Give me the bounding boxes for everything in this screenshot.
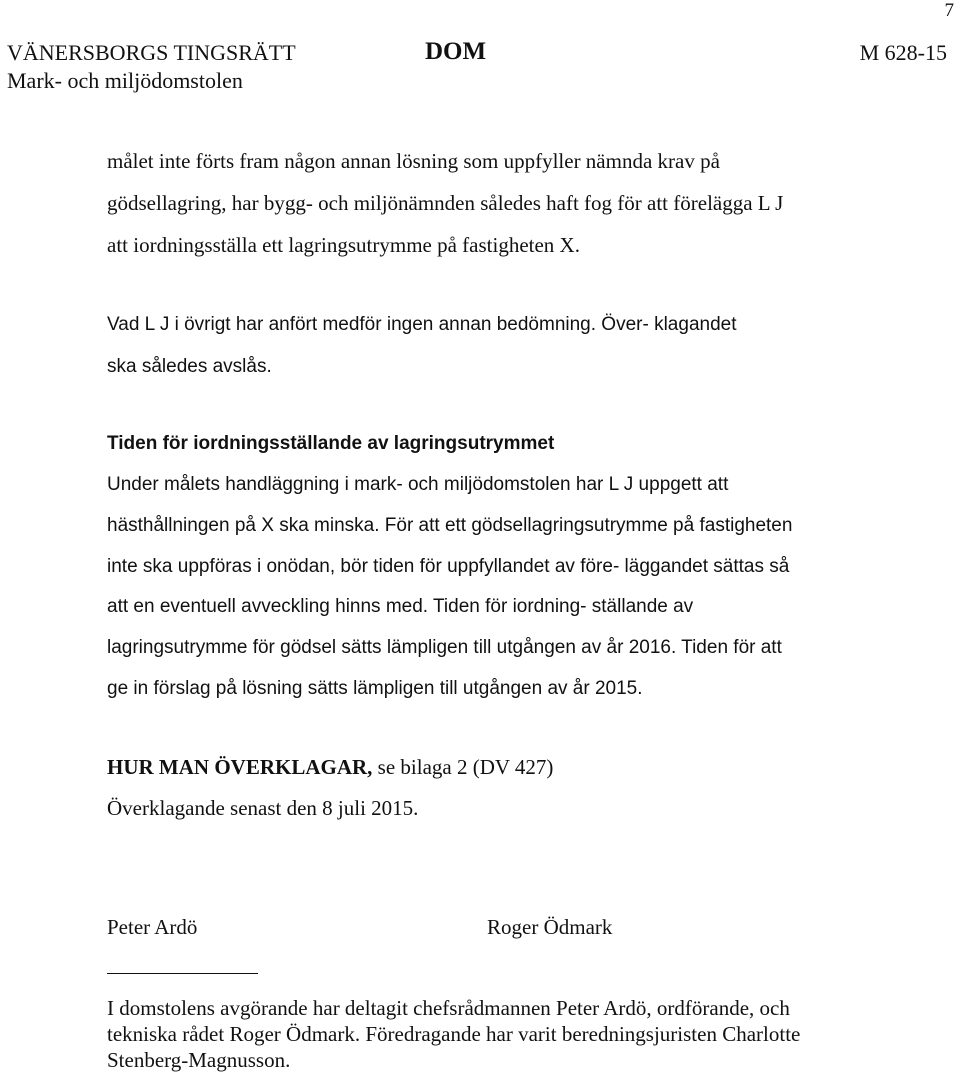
paragraph-3-line: inte ska uppföras i onödan, bör tiden för uppfyllandet av före- läggandet sättas så (107, 556, 790, 577)
page-number: 7 (944, 0, 954, 21)
court-name: VÄNERSBORGS TINGSRÄTT (7, 40, 296, 65)
appeal-instructions (107, 755, 553, 780)
footer-line: Stenberg-Magnusson. (107, 1048, 291, 1072)
appeal-reference: se bilaga 2 (DV 427) (372, 755, 554, 779)
paragraph-1-line: gödsellagring, har bygg- och miljönämnden således haft fog för att förelägga L J (107, 191, 784, 215)
paragraph-3-line: ge in förslag på lösning sätts lämpligen till utgången av år 2015. (107, 678, 643, 699)
appeal-label: HUR MAN ÖVERKLAGAR, (107, 755, 373, 779)
paragraph-3-line: Under målets handläggning i mark- och miljödomstolen har L J uppgett att (107, 474, 729, 495)
paragraph-3-line: att en eventuell avveckling hinns med. Tiden för iordning- ställande av (107, 596, 694, 617)
appeal-deadline: Överklagande senast den 8 juli 2015. (107, 796, 419, 820)
paragraph-2-line: Vad L J i övrigt har anfört medför ingen annan bedömning. Över- klagandet (107, 314, 737, 335)
section-heading: Tiden för iordningsställande av lagringsutrymmet (107, 433, 555, 454)
footer-line: I domstolens avgörande har deltagit chefsrådmannen Peter Ardö, ordförande, och (107, 996, 790, 1020)
document-type: DOM (425, 38, 487, 65)
paragraph-1-line: att iordningsställa ett lagringsutrymme på fastigheten X. (107, 233, 580, 257)
court-division: Mark- och miljödomstolen (7, 68, 243, 93)
signature-judge-2: Roger Ödmark (487, 915, 613, 939)
paragraph-3-line: lagringsutrymme för gödsel sätts lämpligen till utgången av år 2016. Tiden för att (107, 637, 782, 658)
paragraph-2-line: ska således avslås. (107, 356, 272, 377)
signature-judge-1: Peter Ardö (107, 915, 198, 939)
signature-divider (107, 973, 258, 974)
paragraph-3-line: hästhållningen på X ska minska. För att ett gödsellagringsutrymme på fastigheten (107, 515, 793, 536)
paragraph-1-line: målet inte förts fram någon annan lösning som uppfyller nämnda krav på (107, 149, 720, 173)
case-number: M 628-15 (859, 40, 947, 65)
footer-line: tekniska rådet Roger Ödmark. Föredragande har varit beredningsjuristen Charlotte (107, 1022, 801, 1046)
